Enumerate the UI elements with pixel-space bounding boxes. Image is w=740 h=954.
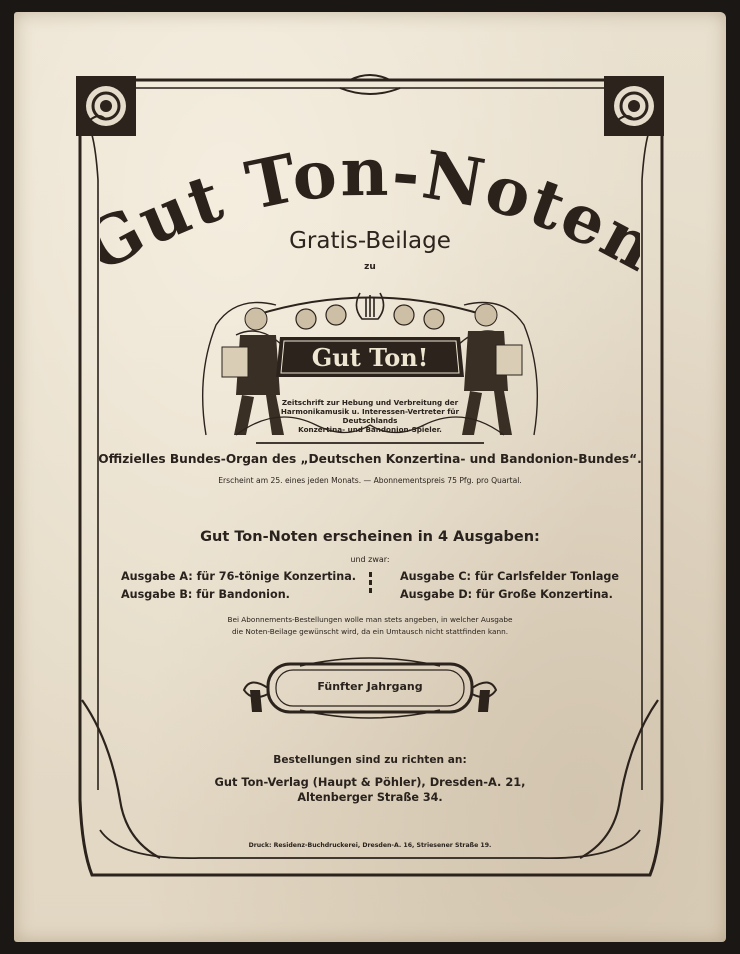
emblem-name: Gut Ton! <box>311 343 429 372</box>
official-organ-line: Offizielles Bundes-Organ des „Deutschen Konzertina- und Bandonion-Bundes“. <box>98 452 642 466</box>
orders-heading: Bestellungen sind zu richten an: <box>273 754 467 766</box>
publication-schedule: Erscheint am 25. eines jeden Monats. — Abonnementspreis 75 Pfg. pro Quartal. <box>218 476 522 485</box>
edition-d: Ausgabe D: für Große Konzertina. <box>400 588 613 601</box>
masthead-title: ut Ton-Note <box>127 132 622 265</box>
editions-divider <box>369 572 372 593</box>
edition-c: Ausgabe C: für Carlsfelder Tonlage <box>400 570 619 583</box>
emblem-motto-line: Zeitschrift zur Hebung und Verbreitung der <box>281 398 459 407</box>
edition-a: Ausgabe A: für 76-tönige Konzertina. <box>121 570 357 583</box>
edition-b: Ausgabe B: für Bandonion. <box>121 588 290 601</box>
volume-label: Fünfter Jahrgang <box>317 680 423 693</box>
subscription-note <box>0 614 740 638</box>
printer-imprint: Druck: Residenz-Buchdruckerei, Dresden-A. 16, Striesener Straße 19. <box>248 842 492 849</box>
editions-intro: und zwar: <box>350 555 390 564</box>
emblem-motto-line: Konzertina- und Bandonion-Spieler. <box>298 425 442 434</box>
publisher-street: Altenberger Straße 34. <box>297 791 443 804</box>
subscription-note-line: Bei Abonnements-Bestellungen wolle man stets angeben, in welcher Ausgabe <box>227 615 513 624</box>
subscription-note-line: die Noten-Beilage gewünscht wird, da ein Umtausch nicht stattfinden kann. <box>231 627 509 636</box>
masthead-subtitle: Gratis-Beilage <box>289 228 451 254</box>
publisher-address: Gut Ton-Verlag (Haupt & Pöhler), Dresden-A. 21, <box>214 775 526 789</box>
emblem-motto-line: Harmonikamusik u. Interessen-Vertreter für Deutschlands <box>280 407 460 425</box>
emblem-motto <box>255 398 485 434</box>
masthead-conjunction: zu <box>364 262 376 272</box>
editions-heading: Gut Ton-Noten erscheinen in 4 Ausgaben: <box>200 529 540 545</box>
